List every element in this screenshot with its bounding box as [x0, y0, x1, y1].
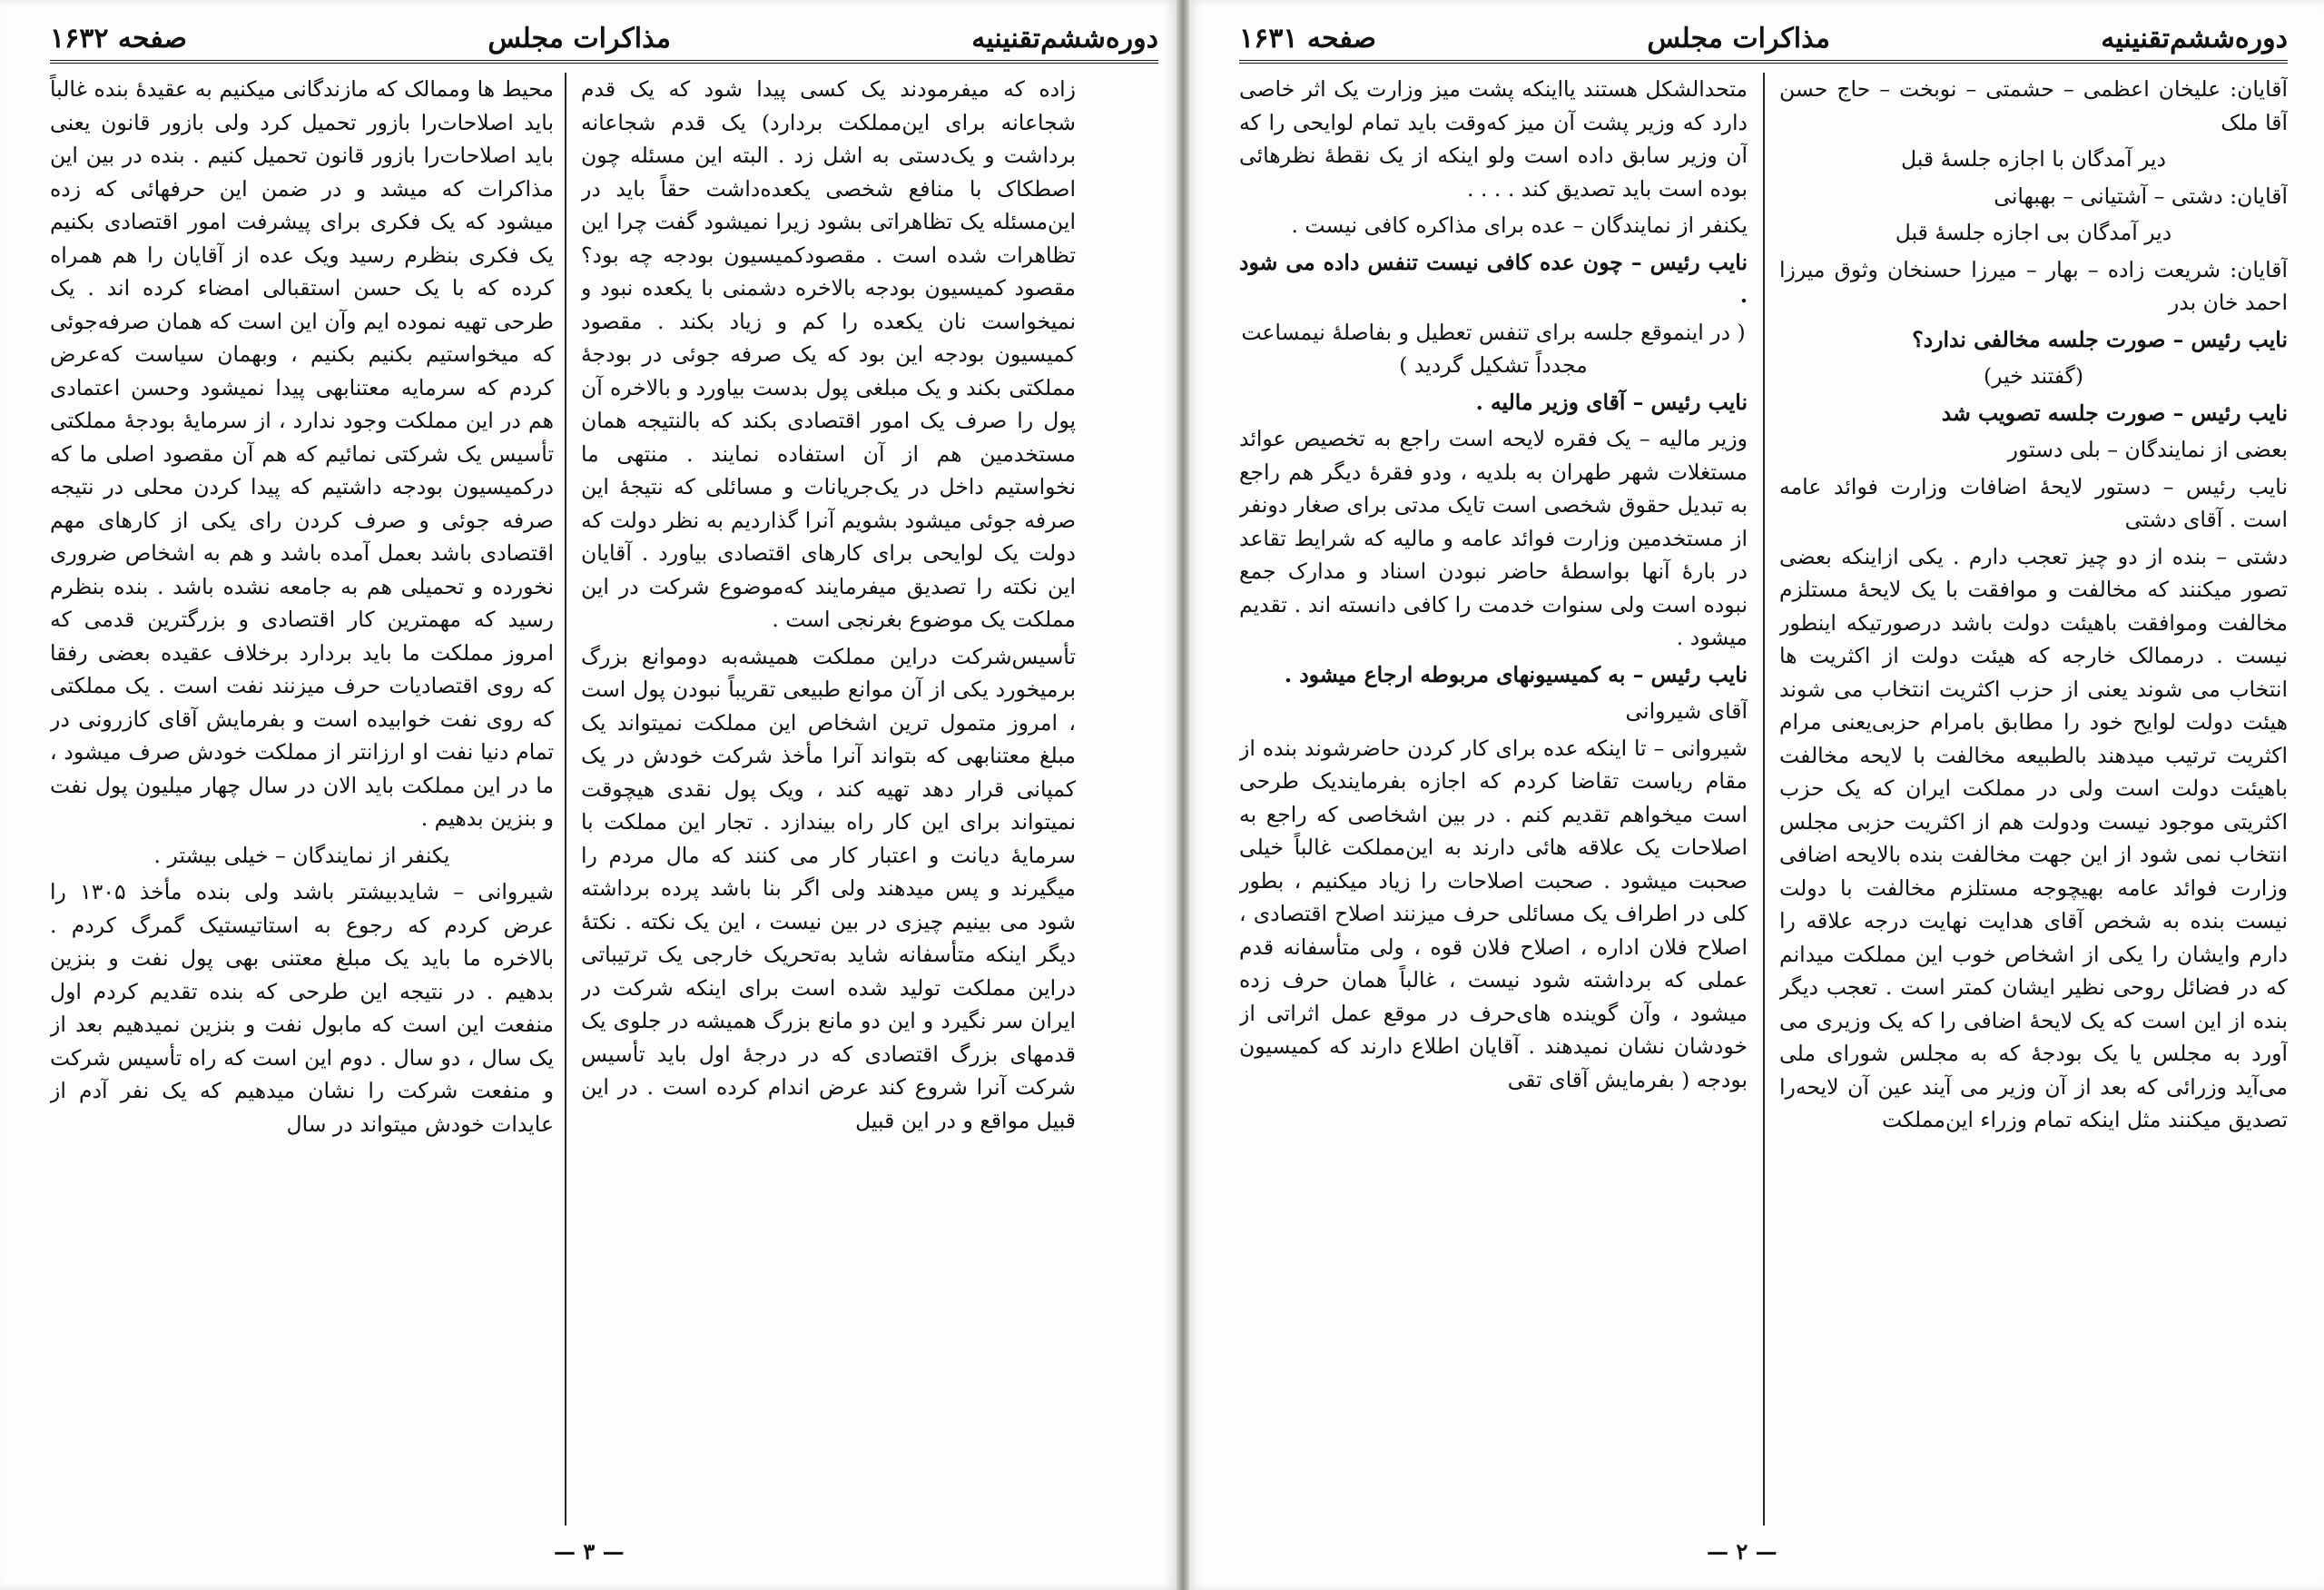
right-page-column-2: [1239, 73, 1748, 1521]
paragraph: نایب رئیس – دستور لایحهٔ اضافات وزارت فوائد عامه است . آقای دشتی: [1779, 473, 2288, 532]
paragraph: ( در اینموقع جلسه برای تنفس تعطیل و بفاصلهٔ نیمساعت مجدداً تشکیل گردید ): [1241, 319, 1746, 378]
paragraph: تأسیس‌شرکت دراین مملکت همیشه‌به دوموانع بزرگ برمیخورد یکی از آن موانع طبیعی تقریباً نبودن پول است ، امروز متمول ترین اشخاص این مملکت نمیتواند یک مبلغ معتنابهی که بتواند آنرا مأخذ شرکت خودش در یک کمپانی قرار دهد تهیه کند ، ویک پول نقدی هیچوقت نمیتواند برای این کار راه بیندازد . تجار این مملکت با سرمایهٔ دیانت و اعتبار کار می کنند که مال مردم را میگیرند و پس میدهند ولی اگر بنا باشد پرده برداشته شود می بینیم چیزی در بین نیست ، این یک نکته . نکتهٔ دیگر اینکه متأسفانه شاید به‌تحریک خارجی یک ترتیباتی دراین مملکت تولید شده است برای اینکه شرکت در ایران سر نگیرد و این دو مانع بزرگ همیشه در جلوی یک قدمهای بزرگ اقتصادی که در درجهٔ اول باید تأسیس شرکت آنرا شروع کند عرض اندام کرده است . در این قبیل مواقع و در این قبیل: [581, 643, 1076, 1133]
paragraph: نایب رئیس – صورت جلسه مخالفی ندارد؟: [1912, 326, 2288, 352]
paragraph: دشتی – بنده از دو چیز تعجب دارم . یکی ازاینکه بعضی تصور میکنند که مخالفت و موافقت با یک لایحهٔ مستلزم مخالفت وموافقت باهیئت دولت باشد درصورتیکه اینطور نیست . درممالک خارجه که هیئت دولت از اکثریت ها انتخاب می شوند یعنی از حزب اکثریت انتخاب می شوند هیئت دولت لوایح خود را مطابق بامرام حزبی‌یعنی مرام اکثریت ترتیب میدهند بالطبیعه مخالفت با لایحه مخالفت باهیئت دولت است ولی در مملکت ایران که یک حزب اکثریتی موجود نیست ودولت هم از اکثریت حزبی مجلس انتخاب نمی شود از این جهت مخالفت بنده بالایحه اضافی وزارت فوائد عامه بهیچوجه مستلزم مخالفت با دولت نیست بنده به شخص آقای هدایت نهایت درجه علاقه را دارم وایشان را یکی از اشخاص خوب این مملکت میدانم که در فضائل روحی نظیر ایشان کمتر است . تعجب دیگر بنده از این است که یک لایحهٔ اضافی را که یک وزیری می آورد به مجلس یا یک بودجهٔ که به مجلس شورای ملی می‌آید وزرائی که بعد از آن وزیر می آیند عین آن لایحه‌را تصدیق میکنند مثل اینکه تمام وزراء این‌مملکت: [1779, 543, 2288, 1132]
paragraph: شیروانی – تا اینکه عده برای کار کردن حاضرشوند بنده از مقام ریاست تقاضا کردم که اجازه بفرمایند‌یک طرحی است میخواهم تقدیم کنم . در بین اشخاصی که راجع به اصلاحات یک علاقه هائی دارند به این‌مملکت غالباً خیلی صحبت میشود . صحبت اصلاحات را زیاد میکنیم ، بطور کلی در اطراف یک مسائلی حرف میزنند اصلاح اقتصادی ، اصلاح فلان اداره ، اصلاح فلان قوه ، ولی متأسفانه قدم عملی که برداشته شود نیست ، غالباً همان حرف زده میشود ، وآن گوینده های‌حرف در موقع عمل اثراتی از خودشان نشان نمیدهند . آقایان اطلاع دارند که کمیسیون بودجه ( بفرمایش آقای تقی: [1239, 735, 1748, 1092]
left-page-folio: — ۳ —: [554, 1538, 625, 1565]
left-page-column-2: [50, 73, 554, 1521]
right-page: [1189, 0, 2324, 1590]
book-gutter: [1177, 0, 1189, 1590]
column-divider: [565, 73, 566, 1526]
paragraph: بعضی از نمایندگان – بلی دستور: [2007, 437, 2288, 462]
paragraph: آقایان: دشتی – آشتیانی – بهبهانی: [1994, 183, 2288, 209]
column-divider: [1763, 73, 1765, 1526]
paragraph: محیط ها وممالک که مازندگانی میکنیم به عقیدهٔ بنده غالباً باید اصلاحات‌را بازور تحمیل کرد ولی بازور قانون یعنی باید اصلاحات‌را بازور قانون تحمیل کنیم . بنده در بین این مذاکرات که میشد و در ضمن این حرفهائی که زده میشود که یک فکری برای پیشرفت امور اقتصادی بکنیم یک فکری بنظرم رسید ویک عده از آقایان را هم همراه کرده که با یک حسن استقبالی امضاء کرده اند . یک طرحی تهیه نموده ایم وآن این است که همان صرفه‌جوئی که میخواستیم بکنیم بکنیم ، وبهمان سیاست که‌عرض کردم که سرمایه معتنابهی پیدا نمیشود وحسن اعتمادی هم در این مملکت وجود ندارد ، از سرمایهٔ بودجهٔ مملکتی تأسیس یک شرکتی نمائیم که هم آن مقصود اصلی ما که درکمیسیون بودجه داشتیم که پیدا کردن محلی در نتیجه صرفه جوئی و صرف کردن رای یکی از کارهای مهم اقتصادی باشد بعمل آمده باشد و هم به اشخاص ضروری نخورده و تحمیلی هم به جامعه نشده باشد . بنده بنظرم رسید که مهمترین کار اقتصادی و بزرگترین قدمی که امروز مملکت ما باید بردارد برخلاف عقیده بعضی رفقا که روی اقتصادیات حرف میزنند نفت است . یک مملکتی که روی نفت خوابیده است و بفرمایش آقای کازرونی در تمام دنیا نفت او ارزانتر از مملکت خودش صرف میشود ، ما در این مملکت باید الان در سال چهار میلیون پول نفت و بنزین بدهیم .: [50, 76, 554, 831]
paragraph: نایب رئیس – صورت جلسه تصویب شد: [1941, 400, 2288, 426]
left-page-number: صفحه ۱۶۳۲: [50, 22, 187, 54]
paragraph: آقایان: علیخان اعظمی – حشمتی – نوبخت – حاج حسن آقا ملک: [1779, 76, 2288, 135]
left-page-title: مذاکرات مجلس: [487, 22, 671, 54]
paragraph: آقایان: شریعت زاده – بهار – میرزا حسنخان وثوق میرزا احمد خان بدر: [1779, 256, 2288, 315]
left-page-header: [50, 16, 1158, 64]
left-page-column-1: [581, 73, 1076, 1521]
right-page-column-1: [1779, 73, 2288, 1521]
paragraph: وزیر مالیه – یک فقره لایحه است راجع به تخصیص عوائد مستغلات شهر طهران به بلدیه ، ودو فقرهٔ دیگر هم راجع به تبدیل حقوق شخصی است تایک مدتی برای صغار دونفر از مستخدمین وزارت فوائد عامه و مالیه که شرایط تقاعد در بارهٔ آنها بواسطهٔ حاضر نبودن اسناد و مدارک جمع نبوده است ولی سنوات خدمت را کافی دانسته اند . تقدیم میشود .: [1239, 426, 1748, 650]
paragraph: نایب رئیس – آقای وزیر مالیه .: [1475, 389, 1748, 415]
paragraph: نایب رئیس – به کمیسیونهای مربوطه ارجاع میشود .: [1284, 661, 1748, 687]
paragraph: یکنفر از نمایندگان – خیلی بیشتر .: [153, 842, 450, 868]
left-page-session: دوره‌ششم‌تقنینیه: [971, 22, 1158, 54]
paragraph: یکنفر از نمایندگان – عده برای مذاکره کافی نیست .: [1291, 212, 1748, 238]
right-page-session: دوره‌ششم‌تقنینیه: [2101, 22, 2288, 54]
paragraph: (گفتند خیر): [1984, 363, 2083, 389]
paragraph: دیر آمدگان بی اجازه جلسهٔ قبل: [1895, 220, 2172, 245]
right-page-title: مذاکرات مجلس: [1647, 22, 1830, 54]
right-page-folio: — ۲ —: [1707, 1538, 1777, 1565]
paragraph: متحدالشکل هستند یااینکه پشت میز وزارت یک اثر خاصی دارد که وزیر پشت آن میز که‌وقت باید تمام لوایحی را که آن وزیر سابق داده است ولو اینکه از یک نقطهٔ نظرهائی بوده است باید تصدیق کند . . . .: [1239, 76, 1748, 202]
paragraph: شیروانی – شاید‌بیشتر باشد ولی بنده مأخذ ۱۳۰۵ را عرض کردم که رجوع به استاتیستیک گمرگ کردم . بالاخره ما باید یک مبلغ معتنی بهی پول نفت و بنزین بدهیم . در نتیجه این طرحی که بنده تقدیم کردم اول منفعت این است که مابول نفت و بنزین نمیدهیم بعد از یک سال ، دو سال . دوم این است که راه تأسیس شرکت و منفعت شرکت را نشان میدهیم که یک نفر آدم از عایدات خودش میتواند در سال: [50, 879, 554, 1137]
right-page-header: [1239, 16, 2288, 64]
right-page-number: صفحه ۱۶۳۱: [1239, 22, 1376, 54]
paragraph: آقای شیروانی: [1625, 698, 1748, 724]
paragraph: دیر آمدگان با اجازه جلسهٔ قبل: [1901, 146, 2166, 172]
paragraph: زاده که میفرمودند یک کسی پیدا شود که یک قدم شجاعانه برای این‌مملکت بردارد) یک قدم شجاعانه برداشت و یک‌دستی به اشل زد . البته این مسئله چون اصطکاک با منافع شخصی یکعده‌داشت حقاً باید در این‌مسئله یک تظاهراتی بشود زیرا نمیشود گفت چرا این تظاهرات شده است . مقصود‌کمیسیون بودجه چه بود؟ مقصود کمیسیون بودجه بالاخره دشمنی با یکعده نبود و نمیخواست نان یکعده را کم و زیاد بکند . مقصود کمیسیون بودجه این بود که یک صرفه جوئی در بودجهٔ مملکتی بکند و یک مبلغی پول بدست بیاورد و بالاخره آن پول را صرف یک امور اقتصادی بکند که بالنتیجه همان مستخدمین هم از آن استفاده نمایند . منتهی ما نخواستیم داخل در یک‌جریانات و مسائلی که نتیجهٔ این صرفه جوئی میشود بشویم آنرا گذاردیم به نظر دولت که دولت یک لوایحی برای کارهای اقتصادی بیاورد . آقایان این نکته را تصدیق میفرمایند که‌موضوع شرکت در این مملکت یک موضوع بغرنجی است .: [581, 76, 1076, 632]
paragraph: نایب رئیس – چون عده کافی نیست تنفس داده می شود .: [1239, 249, 1748, 308]
